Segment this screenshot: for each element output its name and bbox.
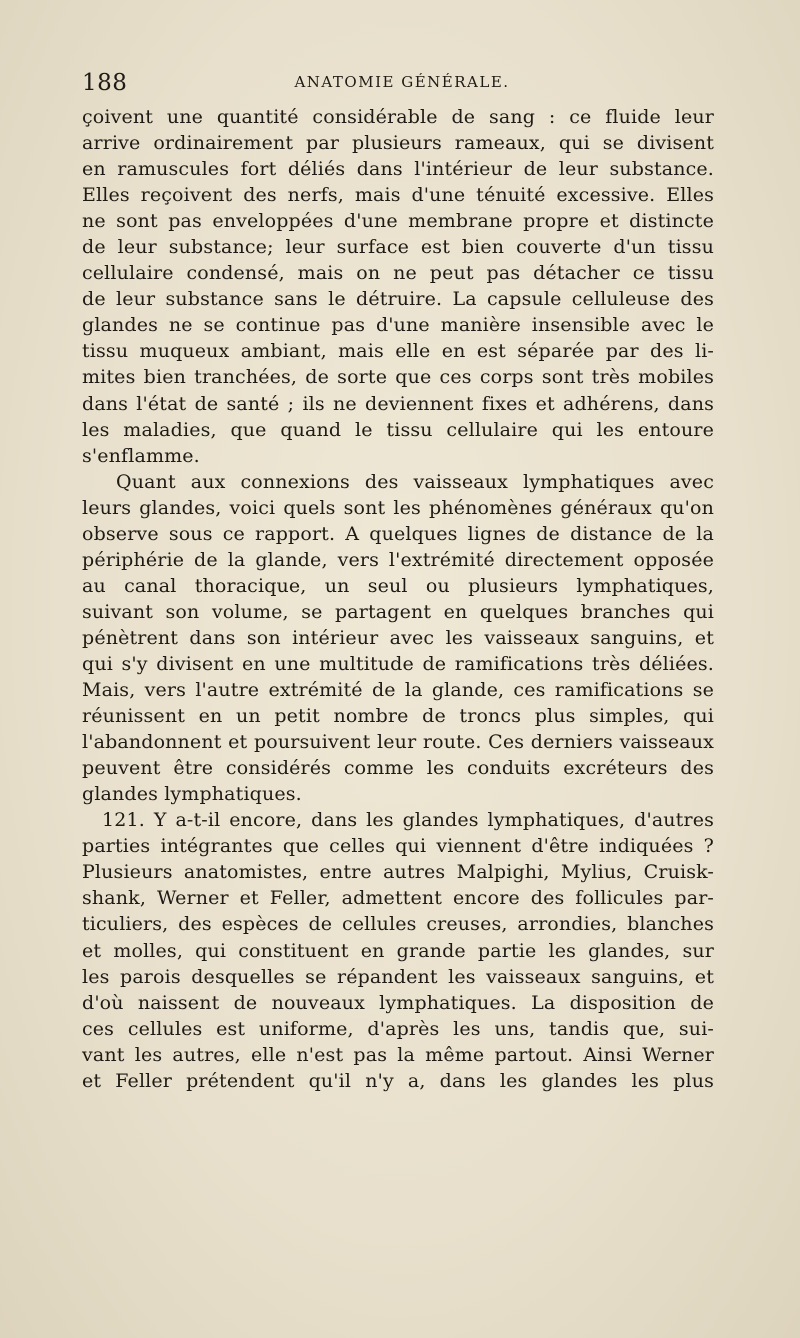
text-line: Plusieurs anatomistes, entre autres Malpighi, Mylius, Cruisk- xyxy=(82,861,714,884)
text-line: au canal thoracique, un seul ou plusieurs lymphatiques, xyxy=(82,574,714,597)
text-line: arrive ordinairement par plusieurs rameaux, qui se divisent xyxy=(82,132,714,155)
text-line: peuvent être considérés comme les conduits excréteurs des xyxy=(82,757,714,780)
text-line: périphérie de la glande, vers l'extrémité directement opposée xyxy=(82,548,714,571)
text-line: pénètrent dans son intérieur avec les vaisseaux sanguins, et xyxy=(82,626,714,649)
text-line: et Feller prétendent qu'il n'y a, dans les glandes les plus xyxy=(82,1069,714,1092)
text-line: ces cellules est uniforme, d'après les uns, tandis que, sui- xyxy=(82,1017,714,1040)
text-line: glandes lymphatiques. xyxy=(82,783,302,806)
text-line: les maladies, que quand le tissu cellulaire qui les entoure xyxy=(82,418,714,441)
text-line: s'enflamme. xyxy=(82,444,200,467)
paragraph-start-line: Quant aux connexions des vaisseaux lymphatiques avec xyxy=(116,470,714,493)
text-line: réunissent en un petit nombre de troncs plus simples, qui xyxy=(82,705,714,728)
paragraph-start-line: 121. Y a-t-il encore, dans les glandes lymphatiques, d'autres xyxy=(102,809,714,832)
text-line: en ramuscules fort déliés dans l'intérieur de leur substance. xyxy=(82,158,714,181)
text-line: de leur substance sans le détruire. La capsule celluleuse des xyxy=(82,288,714,311)
text-line: ticuliers, des espèces de cellules creuses, arrondies, blanches xyxy=(82,913,714,936)
text-line: cellulaire condensé, mais on ne peut pas détacher ce tissu xyxy=(82,262,714,285)
body-text xyxy=(82,104,714,1094)
text-line: et molles, qui constituent en grande partie les glandes, sur xyxy=(82,939,714,962)
text-line: l'abandonnent et poursuivent leur route. Ces derniers vaisseaux xyxy=(82,731,714,754)
text-line: mites bien tranchées, de sorte que ces corps sont très mobiles xyxy=(82,366,714,389)
text-line: parties intégrantes que celles qui viennent d'être indiquées ? xyxy=(82,835,714,858)
running-title: ANATOMIE GÉNÉRALE. xyxy=(294,73,510,91)
page-number: 188 xyxy=(82,70,128,96)
text-line: shank, Werner et Feller, admettent encore des follicules par- xyxy=(82,887,714,910)
text-line: suivant son volume, se partagent en quelques branches qui xyxy=(82,600,714,623)
text-line: d'où naissent de nouveaux lymphatiques. La disposition de xyxy=(82,991,714,1014)
text-line: glandes ne se continue pas d'une manière insensible avec le xyxy=(82,314,714,337)
text-line: vant les autres, elle n'est pas la même partout. Ainsi Werner xyxy=(82,1043,714,1066)
text-line: Elles reçoivent des nerfs, mais d'une ténuité excessive. Elles xyxy=(82,184,714,207)
text-line: tissu muqueux ambiant, mais elle en est séparée par des li- xyxy=(82,340,714,363)
text-line: dans l'état de santé ; ils ne deviennent fixes et adhérens, dans xyxy=(82,392,714,415)
text-line: leurs glandes, voici quels sont les phénomènes généraux qu'on xyxy=(82,496,714,519)
text-line: observe sous ce rapport. A quelques lignes de distance de la xyxy=(82,522,714,545)
text-line: Mais, vers l'autre extrémité de la glande, ces ramifications se xyxy=(82,679,714,702)
text-line: de leur substance; leur surface est bien couverte d'un tissu xyxy=(82,236,714,259)
text-line: ne sont pas enveloppées d'une membrane propre et distincte xyxy=(82,210,714,233)
text-line: les parois desquelles se répandent les vaisseaux sanguins, et xyxy=(82,965,714,988)
text-line: qui s'y divisent en une multitude de ramifications très déliées. xyxy=(82,652,714,675)
text-line: çoivent une quantité considérable de sang : ce fluide leur xyxy=(82,106,714,128)
page-header xyxy=(82,70,722,100)
